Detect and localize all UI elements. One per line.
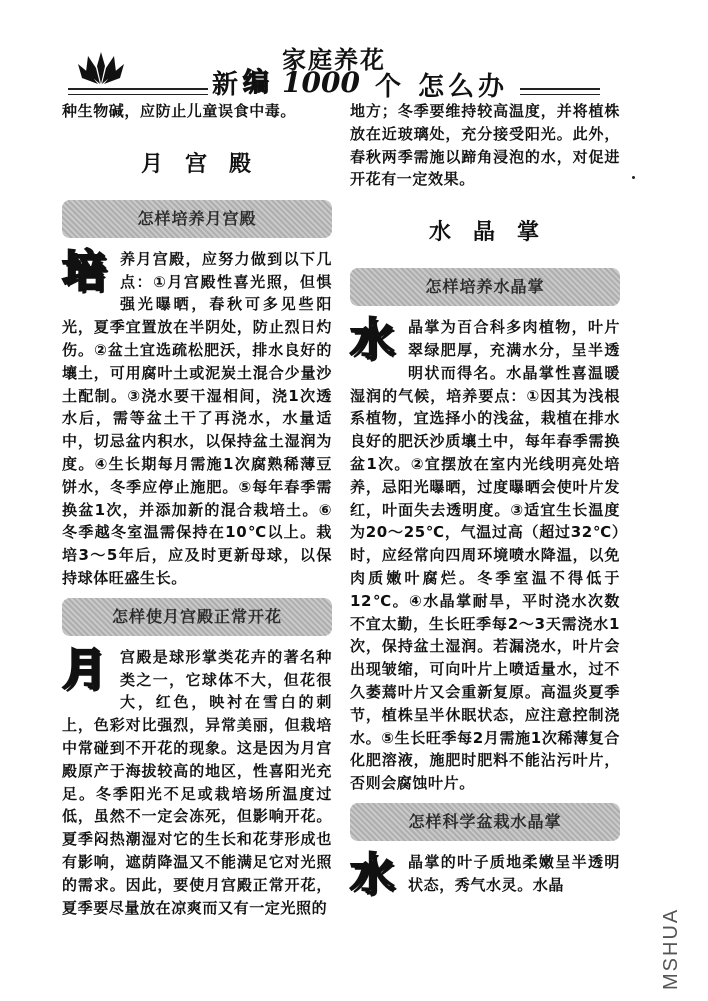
book-title-bian: 编 — [243, 68, 270, 98]
subheading: 怎样培养月宫殿 — [62, 200, 332, 238]
article-paragraph — [350, 316, 620, 795]
lotus-icon — [76, 50, 126, 86]
article-paragraph — [62, 245, 332, 590]
watermark: MSHUA — [660, 907, 682, 990]
left-column — [62, 100, 332, 919]
book-title-tail: 个 怎么办 — [375, 72, 509, 102]
scan-speck — [632, 176, 635, 179]
subheading: 怎样科学盆栽水晶掌 — [350, 803, 620, 841]
header-rule-left — [68, 88, 208, 95]
drop-cap: 月 — [62, 643, 107, 695]
subheading: 怎样培养水晶掌 — [350, 268, 620, 306]
article-paragraph — [62, 643, 332, 920]
book-title-main: 家庭养花 — [282, 45, 386, 74]
book-title-number: 1000 — [282, 66, 360, 99]
book-title-xin: 新 — [212, 70, 239, 100]
paragraph-text: 晶掌为百合科多肉植物，叶片翠绿肥厚，充满水分，呈半透明状而得名。水晶掌性喜温暖湿润的气候，培养要点：①因其为浅根系植物，宜选择小的浅盆，栽植在排水良好的肥沃沙质壤土中，每年春季需换盆1次。②宜摆放在室内光线明亮处培养，忌阳光曝晒，过度曝晒会使叶片发红，叶面失去透明度。③适宜生长温度为20～25℃，气温过高（超过32℃）时，应经常向四周环境喷水降温，以免肉质嫩叶腐烂。冬季室温不得低于12℃。④水晶掌耐旱，平时浇水次数不宜太勤，生长旺季每2～3天需浇水1次，保持盆土湿润。若漏浇水，叶片会出现皱缩，可向叶片上喷适量水，过不久萎蔫叶片又会重新复原。高温炎夏季节，植株呈半休眠状态，应注意控制浇水。⑤生长旺季每2月需施1次稀薄复合化肥溶液，施肥时肥料不能沾污叶片，否则会腐蚀叶片。 — [350, 318, 620, 793]
continued-paragraph: 种生物碱，应防止儿童误食中毒。 — [62, 102, 297, 120]
right-column — [350, 100, 620, 899]
paragraph-text: 宫殿是球形掌类花卉的著名种类之一，它球体不大，但花很大，红色，映衬在雪白的刺上，色彩对比强烈，异常美丽，但栽培中常碰到不开花的现象。这是因为月宫殿原产于海拔较高的地区，性喜阳光充足。冬季阳光不足或栽培场所温度过低，虽然不一定会冻死，但影响开花。夏季闷热潮湿对它的生长和花芽形成也有影响，遮荫降温又不能满足它对光照的需求。因此，要使月宫殿正常开花，夏季要尽量放在凉爽而又有一定光照的 — [62, 647, 332, 917]
header-rule-right — [520, 88, 600, 95]
drop-cap: 水 — [350, 848, 395, 900]
section-title-shuijingzhang: 水晶掌 — [428, 220, 561, 246]
article-paragraph — [350, 848, 620, 900]
subheading: 怎样使月宫殿正常开花 — [62, 598, 332, 636]
paragraph-text: 养月宫殿，应努力做到以下几点：①月宫殿性喜光照，但惧强光曝晒，春秋可多见些阳光，夏季宜置放在半阴处，防止烈日灼伤。②盆土宜选疏松肥沃，排水良好的壤土，可用腐叶土或泥炭土混合少量沙土配制。③浇水要干湿相间，浇1次透水后，需等盆土干了再浇水，水量适中，切忌盆内积水，以保持盆土湿润为度。④生长期每月需施1次腐熟稀薄豆饼水，冬季应停止施肥。⑤每年春季需换盆1次，并添加新的混合栽培土。⑥冬季越冬室温需保持在10℃以上。栽培3～5年后，应及时更新母球，以保持球体旺盛生长。 — [62, 249, 332, 587]
paragraph-text: 晶掌的叶子质地柔嫩呈半透明状态，秀气水灵。水晶 — [408, 852, 620, 894]
drop-cap: 培 — [62, 245, 107, 297]
continued-paragraph: 地方；冬季要维持较高温度，并将植株放在近玻璃处，充分接受阳光。此外，春秋两季需施以蹄角浸泡的水，对促进开花有一定效果。 — [350, 102, 620, 189]
drop-cap: 水 — [350, 314, 395, 366]
page-header — [0, 0, 708, 100]
section-title-yuegongdian: 月宫殿 — [140, 151, 273, 177]
